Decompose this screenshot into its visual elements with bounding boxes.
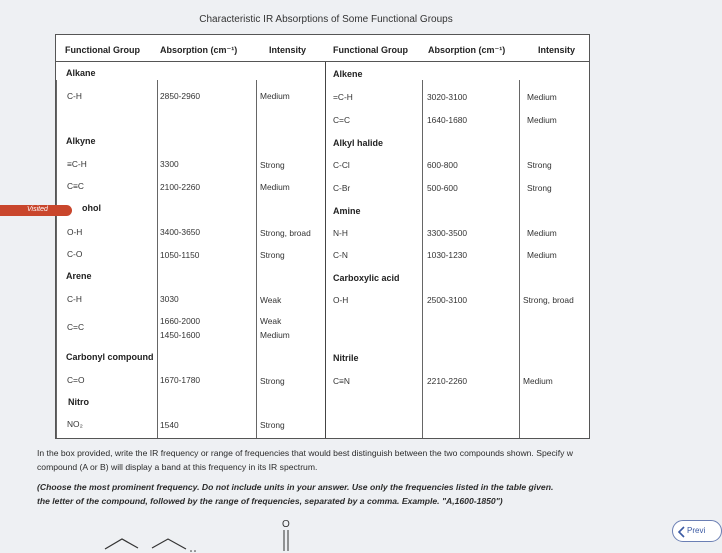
- alkyne-cc-bond: C≡C: [67, 181, 84, 191]
- arene-cc-bond: C=C: [67, 322, 84, 332]
- header-absorption-left: Absorption (cm⁻¹): [160, 45, 238, 55]
- arene-cc-intensity-2: Medium: [260, 330, 290, 340]
- column-divider: [519, 80, 520, 438]
- arene-cc-absorption-2: 1450-1600: [160, 330, 201, 340]
- header-intensity-right: Intensity: [538, 45, 576, 55]
- alcohol-oh-bond: O-H: [67, 227, 83, 237]
- arene-ch-intensity: Weak: [260, 295, 282, 305]
- visited-tag[interactable]: [0, 205, 72, 216]
- molecule-structure-icon: [100, 515, 300, 553]
- column-divider: [422, 80, 423, 438]
- alkyne-ch-intensity: Strong: [260, 160, 285, 170]
- amine-cn-absorption: 1030-1230: [427, 250, 468, 260]
- table-title: Characteristic IR Absorptions of Some Functional Groups: [199, 14, 453, 25]
- header-intensity-left: Intensity: [269, 45, 307, 55]
- column-divider: [256, 80, 257, 438]
- halide-cbr-bond: C-Br: [333, 183, 351, 193]
- svg-text:O: O: [282, 519, 290, 530]
- nitro-no2-bond: NO₂: [67, 419, 83, 429]
- alkene-cc-bond: C=C: [333, 115, 350, 125]
- nitrile-cn-absorption: 2210-2260: [427, 376, 468, 386]
- alkyne-ch-absorption: 3300: [160, 159, 179, 169]
- amine-cn-bond: C-N: [333, 250, 348, 260]
- arene-cc-absorption-1: 1660-2000: [160, 316, 201, 326]
- group-amine: Amine: [333, 206, 361, 216]
- amine-nh-bond: N-H: [333, 228, 348, 238]
- amine-cn-intensity: Medium: [527, 250, 557, 260]
- group-nitrile: Nitrile: [333, 353, 359, 363]
- alcohol-co-absorption: 1050-1150: [160, 250, 200, 260]
- arene-ch-absorption: 3030: [160, 294, 179, 304]
- carbonyl-co-absorption: 1670-1780: [160, 375, 201, 385]
- alkane-ch-absorption: 2850-2960: [160, 91, 201, 101]
- alkane-ch-bond: C-H: [67, 91, 82, 101]
- header-functional-group-right: Functional Group: [333, 45, 408, 55]
- question-line-2: compound (A or B) will display a band at this frequency in its IR spectrum.: [37, 462, 318, 472]
- header-absorption-right: Absorption (cm⁻¹): [428, 45, 506, 55]
- halide-ccl-absorption: 600-800: [427, 160, 458, 170]
- previous-button[interactable]: [672, 520, 722, 542]
- alkene-ch-bond: =C-H: [333, 92, 353, 102]
- carbonyl-co-bond: C=O: [67, 375, 85, 385]
- column-divider: [157, 80, 158, 438]
- instruction-line-1: (Choose the most prominent frequency. Do not include units in your answer. Use only the frequencies listed in the table given.: [37, 482, 554, 492]
- alcohol-co-bond: C-O: [67, 249, 83, 259]
- alkyne-cc-absorption: 2100-2260: [160, 182, 201, 192]
- previous-label: Previ: [687, 526, 706, 535]
- alkene-ch-intensity: Medium: [527, 92, 557, 102]
- alkene-ch-absorption: 3020-3100: [427, 92, 468, 102]
- column-divider: [325, 62, 326, 438]
- carboxylic-oh-intensity: Strong, broad: [523, 295, 574, 305]
- group-arene: Arene: [66, 271, 92, 281]
- halide-ccl-bond: C-Cl: [333, 160, 350, 170]
- arene-ch-bond: C-H: [67, 294, 82, 304]
- group-nitro: Nitro: [68, 397, 89, 407]
- alkane-ch-intensity: Medium: [260, 91, 290, 101]
- carboxylic-oh-bond: O-H: [333, 295, 349, 305]
- alcohol-oh-absorption: 3400-3650: [160, 227, 201, 237]
- amine-nh-absorption: 3300-3500: [427, 228, 468, 238]
- alkene-cc-absorption: 1640-1680: [427, 115, 468, 125]
- halide-cbr-intensity: Strong: [527, 183, 552, 193]
- alkene-cc-intensity: Medium: [527, 115, 557, 125]
- alkyne-ch-bond: ≡C-H: [67, 159, 87, 169]
- alkyne-cc-intensity: Medium: [260, 182, 290, 192]
- visited-label: Visited: [27, 206, 48, 213]
- group-carboxylic-acid: Carboxylic acid: [333, 273, 400, 283]
- arene-cc-intensity-1: Weak: [260, 316, 282, 326]
- nitrile-cn-bond: C≡N: [333, 376, 350, 386]
- column-divider: [56, 80, 57, 438]
- carbonyl-co-intensity: Strong: [260, 376, 285, 386]
- chevron-left-icon: [677, 526, 685, 538]
- group-alcohol: ohol: [82, 203, 101, 213]
- group-alkyl-halide: Alkyl halide: [333, 138, 384, 148]
- nitro-no2-absorption: 1540: [160, 420, 179, 430]
- instruction-line-2: the letter of the compound, followed by the range of frequencies, separated by a comma. Example. "A,1600-1850"): [37, 496, 503, 506]
- question-line-1: In the box provided, write the IR frequency or range of frequencies that would best distinguish between the two compounds shown. Specify w: [37, 448, 573, 458]
- nitrile-cn-intensity: Medium: [523, 376, 553, 386]
- ir-absorption-table: [55, 34, 590, 439]
- nitro-no2-intensity: Strong: [260, 420, 285, 430]
- amine-nh-intensity: Medium: [527, 228, 557, 238]
- halide-cbr-absorption: 500-600: [427, 183, 458, 193]
- header-functional-group-left: Functional Group: [65, 45, 140, 55]
- alcohol-oh-intensity: Strong, broad: [260, 228, 311, 238]
- alcohol-co-intensity: Strong: [260, 250, 285, 260]
- header-divider: [56, 61, 589, 62]
- group-carbonyl: Carbonyl compound: [66, 352, 154, 362]
- group-alkane: Alkane: [66, 68, 96, 78]
- carboxylic-oh-absorption: 2500-3100: [427, 295, 468, 305]
- halide-ccl-intensity: Strong: [527, 160, 552, 170]
- group-alkene: Alkene: [333, 69, 363, 79]
- group-alkyne: Alkyne: [66, 136, 96, 146]
